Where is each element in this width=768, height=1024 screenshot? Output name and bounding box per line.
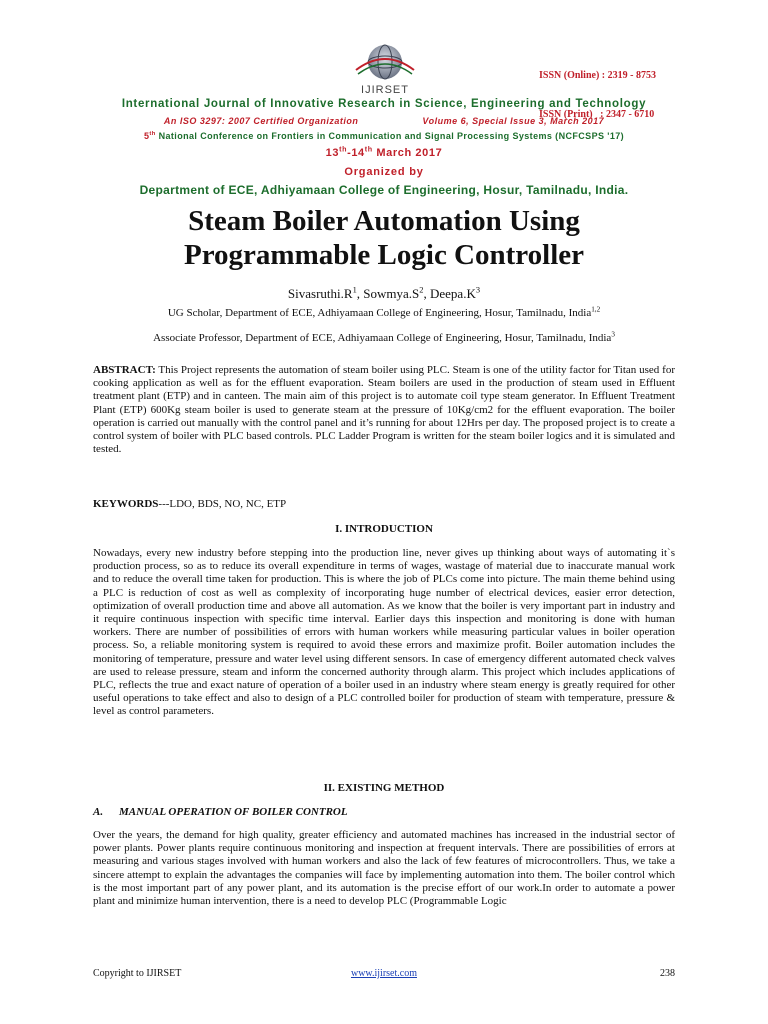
affiliation-1-sup: 1,2 <box>591 305 601 314</box>
section-2-heading: II. EXISTING METHOD <box>323 782 445 794</box>
ijirset-globe-logo-icon <box>348 40 422 86</box>
logo-wordmark: IJIRSET <box>361 84 409 96</box>
conference-name: National Conference on Frontiers in Communication and Signal Processing Systems (NCFCSPS '17) <box>158 131 625 141</box>
paper-title <box>0 204 768 272</box>
issn-print: ISSN (Print) : 2347 - 6710 <box>539 109 655 120</box>
abstract-label: ABSTRACT: <box>93 364 156 376</box>
page-number: 238 <box>660 968 675 979</box>
paper-title-line-2: Programmable Logic Controller <box>183 239 584 271</box>
conference-dates <box>0 147 768 159</box>
author-separator: , <box>356 286 364 301</box>
organizing-department: Department of ECE, Adhiyamaan College of Engineering, Hosur, Tamilnadu, India. <box>139 183 629 197</box>
affiliation-1 <box>0 307 768 319</box>
iso-line <box>0 116 768 126</box>
organized-by: Organized by <box>344 166 424 178</box>
abstract-text: This Project represents the automation of steam boiler using PLC. Steam is one of the utility factor for Titan used for cooking application as well as for the effluent evaporation. Steam boilers are used in the production of steam used in Effluent treatment plant (ETP) and in canteen. The main aim of this project is to automate coil type steam generator. In Effluent Treatment Plant (ETP) 600Kg steam boiler is used to generate steam at the pressure of 10Kg/cm2 for the effluent evaporation. The boiler operation is carried out manually with the control panel and it’s running for about 12Hrs per day. The proposed project is to create a control system of boiler with PLC based controls. PLC Ladder Program is written for the steam boiler logics and it is simulated and tested. <box>93 364 675 456</box>
paper-title-line-1: Steam Boiler Automation Using <box>188 205 580 237</box>
conference-line <box>0 131 768 141</box>
journal-name: International Journal of Innovative Research in Science, Engineering and Technology <box>121 98 647 110</box>
volume-info: Volume 6, Special Issue 3, March 2017 <box>422 116 605 126</box>
journal-logo <box>348 40 422 94</box>
iso-certification: An ISO 3297: 2007 Certified Organization <box>163 116 359 126</box>
keywords-label: KEYWORDS <box>93 498 159 510</box>
footer-url-wrap <box>0 968 768 979</box>
subsection-a-heading <box>93 806 348 818</box>
date-end: -14 <box>347 147 365 159</box>
footer-copyright: Copyright to IJIRSET <box>93 968 182 979</box>
affiliation-2-text: Associate Professor, Department of ECE, Adhiyamaan College of Engineering, Hosur, Tamilnadu, India <box>153 332 612 344</box>
author-3: Deepa.K <box>430 286 476 301</box>
issn-online: ISSN (Online) : 2319 - 8753 <box>539 70 656 81</box>
author-separator: , <box>423 286 430 301</box>
affiliation-1-text: UG Scholar, Department of ECE, Adhiyamaan College of Engineering, Hosur, Tamilnadu, India <box>167 307 592 319</box>
affiliation-2-sup: 3 <box>611 330 615 339</box>
date-start: 13 <box>325 147 340 159</box>
affiliation-2 <box>0 332 768 344</box>
keywords <box>93 498 675 511</box>
date-start-suffix: th <box>339 145 348 154</box>
footer-url-link[interactable]: www.ijirset.com <box>350 968 417 979</box>
conference-number: 5 <box>143 131 150 141</box>
section-1-text: Nowadays, every new industry before stepping into the production line, never gives up thinking about ways of automating it`s production process, so as to reduce its overall expenditure in terms of wages, wastage of material due to inaccurate manual work and to reduce the overall time taken for production. This is where the job of PLCs come into picture. The main theme behind using a PLC is reduction of cost as well as complexity of incorporating huge number of electrical devices, easier error detection, optimization of overall production time and above all automation. As we know that the boiler is very important part in industry and it require continuous inspection with specific time interval. Earlier days this inspection and monitoring is done with human workers. There are number of possibilities of errors with human workers while measuring particular values in boiler operation process. So, a reliable monitoring system is required to avoid these errors and maximize profit. Boiler automation includes the monitoring of temperature, pressure and water level using different sensors. In case of emergency different automated check valves are used to release pressure, steam and inform the concerned authority through alarm. This project which includes applications of PLC, reflects the true and exact nature of operation of a boiler used in an industry where steam energy is greatly required for other useful operations to take effect and also to design of a PLC controlled boiler for production of steam with temperature, pressure & level as control parameters. <box>93 547 675 718</box>
date-month-year: March 2017 <box>372 147 443 159</box>
author-list <box>0 286 768 302</box>
subsection-label: A. <box>93 806 104 818</box>
author-1: Sivasruthi.R <box>287 286 353 301</box>
subsection-title: MANUAL OPERATION OF BOILER CONTROL <box>119 806 348 818</box>
author-1-sup: 1 <box>352 284 357 295</box>
section-1-heading: I. INTRODUCTION <box>335 523 433 535</box>
author-3-sup: 3 <box>475 284 481 295</box>
author-2: Sowmya.S <box>363 286 420 301</box>
abstract <box>93 364 675 456</box>
author-2-sup: 2 <box>419 284 424 295</box>
keywords-text: ---LDO, BDS, NO, NC, ETP <box>158 498 287 510</box>
conference-number-suffix: th <box>149 131 156 137</box>
date-end-suffix: th <box>364 145 373 154</box>
section-2-text: Over the years, the demand for high quality, greater efficiency and automated machines has increased in the industrial sector of power plants. Power plants require continuous monitoring and inspection at frequent intervals. There are possibilities of errors at measuring and various stages involved with human workers and also the lack of few features of microcontrollers. Thus, we take a sincere attempt to explain the advantages the companies will face by implementing automation into them. The boiler control which is the most important part of any power plant, and its automation is the precise effort of our work.In order to automate a power plant and minimize human intervention, there is a need to develop PLC (Programmable Logic <box>93 829 675 908</box>
